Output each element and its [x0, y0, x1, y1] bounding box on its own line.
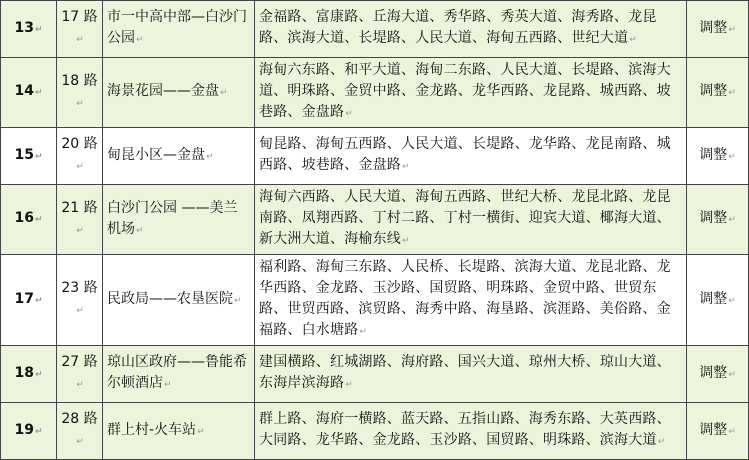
return-mark: ↵ — [76, 162, 84, 172]
table-row — [1, 403, 749, 460]
route-cell: 17 路↵ — [57, 1, 103, 58]
return-mark: ↵ — [76, 35, 84, 45]
table-row — [1, 1, 749, 58]
return-mark: ↵ — [34, 88, 43, 98]
return-mark: ↵ — [728, 215, 736, 225]
route-cell: 23 路↵ — [57, 255, 103, 346]
action-cell: 调整↵ — [687, 185, 749, 255]
return-mark: ↵ — [76, 306, 84, 316]
row-number-cell: 17↵ — [1, 255, 57, 346]
return-mark: ↵ — [76, 225, 84, 236]
return-mark: ↵ — [34, 426, 43, 437]
route-cell: 18 路↵ — [57, 58, 103, 128]
streets-cell: 福利路、海甸三东路、人民桥、长堤路、滨海大道、龙昆北路、龙华西路、金龙路、玉沙路、国贸路、明珠路、金贸中路、世贸东路、世贸西路、滨贸路、海秀中路、海垦路、滨涯路、美俗路、金福路、白水塘路↵ — [255, 255, 687, 346]
row-number-cell: 19↵ — [1, 403, 57, 460]
return-mark: ↵ — [34, 151, 43, 162]
streets-cell: 海甸六西路、人民大道、海甸五西路、世纪大桥、龙昆北路、龙昆南路、凤翔西路、丁村二路、丁村一横街、迎宾大道、椰海大道、新大洲大道、海榆东线↵ — [255, 185, 687, 255]
return-mark: ↵ — [220, 88, 228, 98]
return-mark: ↵ — [197, 426, 205, 437]
streets-cell: 海甸六东路、和平大道、海甸二东路、人民大道、长堤路、滨海大道、明珠路、金贸中路、金龙路、龙华西路、龙昆路、城西路、坡巷路、金盘路↵ — [255, 58, 687, 128]
return-mark: ↵ — [728, 295, 736, 306]
return-mark: ↵ — [359, 327, 368, 337]
return-mark: ↵ — [629, 35, 637, 45]
route-cell: 21 路↵ — [57, 185, 103, 255]
action-cell: 调整↵ — [687, 403, 749, 460]
row-number-cell: 15↵ — [1, 128, 57, 185]
action-cell: 调整↵ — [687, 255, 749, 346]
return-mark: ↵ — [76, 380, 84, 390]
return-mark: ↵ — [34, 369, 43, 380]
streets-cell: 甸昆路、海甸五西路、人民大道、长堤路、龙华路、龙昆南路、城西路、坡巷路、金盘路↵ — [255, 128, 687, 185]
return-mark: ↵ — [34, 295, 43, 306]
return-mark: ↵ — [136, 225, 144, 236]
return-mark: ↵ — [728, 426, 736, 437]
table-row — [1, 58, 749, 128]
row-number-cell: 18↵ — [1, 346, 57, 403]
table-row — [1, 346, 749, 403]
row-number-cell: 16↵ — [1, 185, 57, 255]
route-cell: 20 路↵ — [57, 128, 103, 185]
return-mark: ↵ — [136, 35, 144, 45]
endpoints-cell: 市一中高中部—白沙门公园↵ — [103, 1, 255, 58]
return-mark: ↵ — [76, 98, 84, 109]
endpoints-cell: 白沙门公园 ——美兰机场↵ — [103, 185, 255, 255]
streets-cell: 群上路、海府一横路、蓝天路、五指山路、海秀东路、大英西路、大同路、龙华路、金龙路、玉沙路、国贸路、明珠路、滨海大道↵ — [255, 403, 687, 460]
return-mark: ↵ — [728, 369, 736, 380]
return-mark: ↵ — [234, 295, 242, 306]
action-cell: 调整↵ — [687, 58, 749, 128]
return-mark: ↵ — [345, 109, 353, 119]
endpoints-cell: 群上村-火车站↵ — [103, 403, 255, 460]
action-cell: 调整↵ — [687, 128, 749, 185]
endpoints-cell: 民政局——农垦医院↵ — [103, 255, 255, 346]
return-mark: ↵ — [728, 24, 736, 35]
route-cell: 27 路↵ — [57, 346, 103, 403]
return-mark: ↵ — [164, 380, 172, 390]
return-mark: ↵ — [728, 151, 736, 162]
table-row — [1, 255, 749, 346]
row-number-cell: 13↵ — [1, 1, 57, 58]
action-cell: 调整↵ — [687, 1, 749, 58]
endpoints-cell: 琼山区政府——鲁能希尔顿酒店↵ — [103, 346, 255, 403]
table-row — [1, 185, 749, 255]
return-mark: ↵ — [76, 437, 84, 447]
return-mark: ↵ — [34, 24, 43, 35]
endpoints-cell: 甸昆小区—金盘↵ — [103, 128, 255, 185]
route-cell: 28 路↵ — [57, 403, 103, 460]
table-row — [1, 128, 749, 185]
return-mark: ↵ — [728, 88, 736, 98]
endpoints-cell: 海景花园——金盘↵ — [103, 58, 255, 128]
return-mark: ↵ — [402, 236, 410, 246]
row-number-cell: 14↵ — [1, 58, 57, 128]
streets-cell: 建国横路、红城湖路、海府路、国兴大道、琼州大桥、琼山大道、东海岸滨海路↵ — [255, 346, 687, 403]
return-mark: ↵ — [34, 215, 43, 225]
return-mark: ↵ — [206, 151, 214, 162]
streets-cell: 金福路、富康路、丘海大道、秀华路、秀英大道、海秀路、龙昆路、滨海大道、长堤路、人民大道、海甸五西路、世纪大道↵ — [255, 1, 687, 58]
return-mark: ↵ — [657, 437, 666, 447]
return-mark: ↵ — [345, 380, 353, 390]
return-mark: ↵ — [402, 162, 410, 172]
action-cell: 调整↵ — [687, 346, 749, 403]
